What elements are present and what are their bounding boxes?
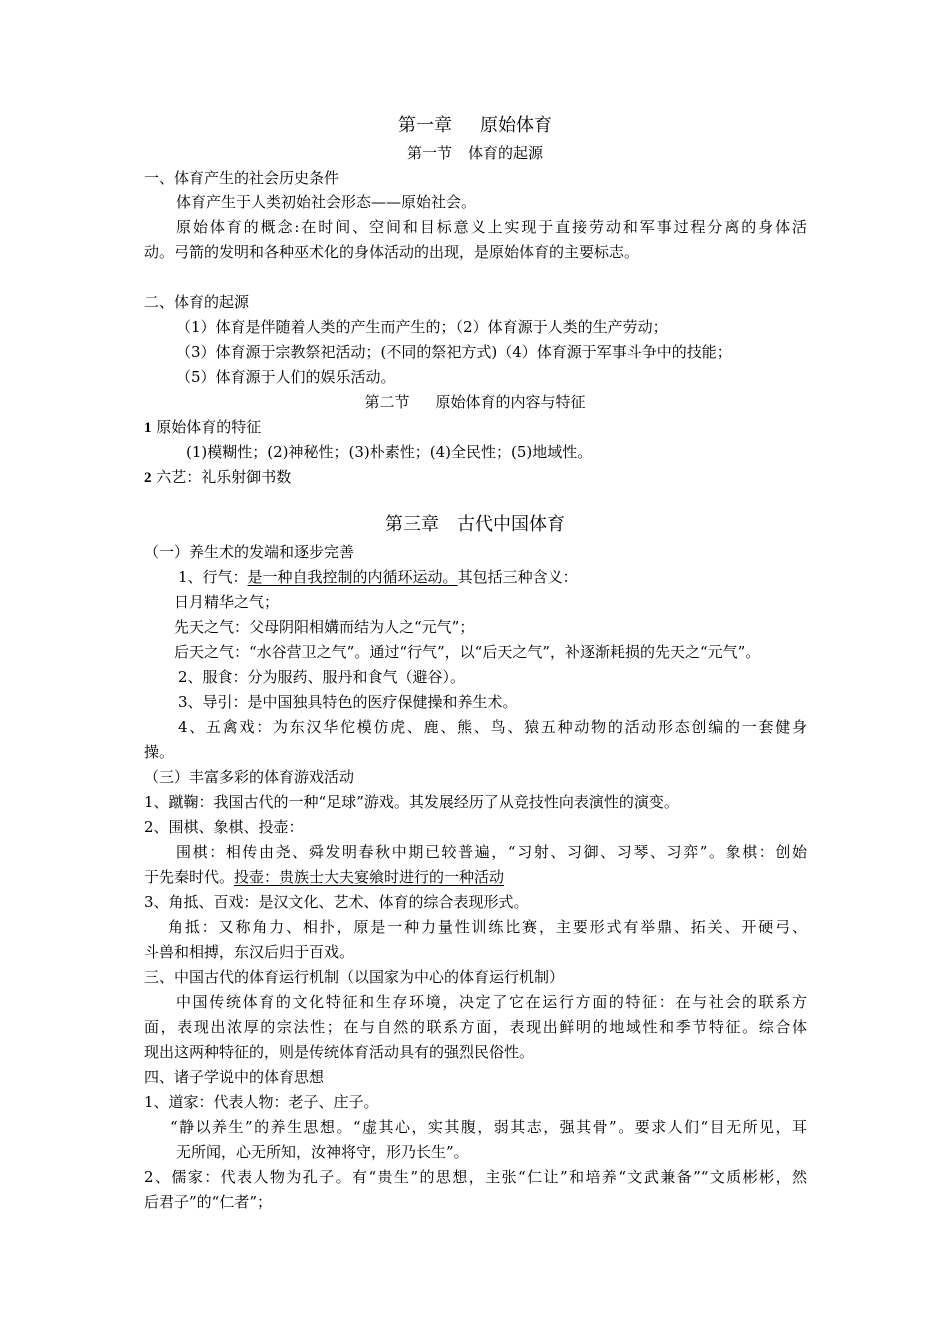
paragraph-line: 2、围棋、象棋、投壶：	[144, 818, 304, 836]
paragraph-line: 中国传统体育的文化特征和生存环境，决定了它在运行方面的特征：在与社会的联系方	[176, 993, 807, 1011]
list-line: （3）体育源于宗教祭祀活动；(不同的祭祀方式)（4）体育源于军事斗争中的技能；	[176, 343, 732, 361]
paragraph-line: “静以养生”的养生思想。“虚其心，实其腹，弱其志，强其骨”。要求人们“目无所见，耳	[170, 1118, 807, 1136]
feature-heading: 1 原始体育的特征	[144, 418, 262, 436]
chapter-title: 第一章 原始体育	[398, 115, 552, 136]
section-heading: （一）养生术的发端和逐步完善	[144, 543, 355, 561]
underlined-text: 投壶：	[234, 868, 280, 886]
paragraph-line: 3、角抵、百戏：是汉文化、艺术、体育的综合表现形式。	[144, 893, 529, 911]
feature-heading: 2 六艺：礼乐射御书数	[144, 468, 292, 486]
section-title: 第二节 原始体育的内容与特征	[364, 393, 586, 411]
paragraph-line: 2、儒家：代表人物为孔子。有“贵生”的思想，主张“仁让”和培养“文武兼备”“文质彬彬，然	[144, 1168, 807, 1186]
paragraph-line: 4、五禽戏：为东汉华佗模仿虎、鹿、熊、鸟、猿五种动物的活动形态创编的一套健身	[178, 718, 807, 736]
paragraph-line: 无所闻，心无所知，汝神将守，形乃长生”。	[176, 1143, 469, 1161]
section-heading: （三）丰富多彩的体育游戏活动	[144, 768, 355, 786]
underlined-text: 是一种自我控制的内循环运动。	[247, 568, 458, 586]
paragraph-line: 1、蹴鞠：我国古代的一种“足球”游戏。其发展经历了从竞技性向表演性的演变。	[144, 793, 679, 811]
paragraph-line: 围棋：相传由尧、舜发明春秋中期已较普遍，“习射、习御、习琴、习弈”。象棋：创始	[176, 843, 807, 861]
chapter-title: 第三章 古代中国体育	[385, 514, 565, 535]
paragraph-line: 体育产生于人类初始社会形态——原始社会。	[176, 193, 477, 211]
section-heading: 四、诸子学说中的体育思想	[144, 1068, 325, 1086]
paragraph-line: 2、服食：分为服药、服丹和食气（避谷）。	[178, 668, 466, 686]
paragraph-line: 角抵：又称角力、相扑，原是一种力量性训练比赛，主要形式有举鼎、拓关、开硬弓、	[168, 918, 807, 936]
paragraph-line: 后天之气：“水谷营卫之气”。通过“行气”，以“后天之气”，补逐渐耗损的先天之“元气”。	[174, 643, 761, 661]
section-title: 第一节 体育的起源	[406, 144, 544, 162]
section-heading: 二、体育的起源	[144, 293, 250, 311]
paragraph-line: 现出这两种特征的，则是传统体育活动具有的强烈民俗性。	[144, 1043, 535, 1061]
paragraph-line: 1、道家：代表人物：老子、庄子。	[144, 1093, 379, 1111]
paragraph-line: 于先秦时代。投壶：贵族士大夫宴飨时进行的一种活动	[144, 868, 505, 886]
paragraph-line: 先天之气：父母阴阳相媾而结为人之“元气”；	[174, 618, 475, 636]
feature-items: (1)模糊性；(2)神秘性；(3)朴素性；(4)全民性；(5)地域性。	[186, 443, 593, 461]
paragraph-line: 原始体育的概念:在时间、空间和目标意义上实现于直接劳动和军事过程分离的身体活	[176, 218, 807, 236]
paragraph-line: 后君子”的“仁者”；	[144, 1193, 273, 1211]
underlined-text: 贵族士大夫宴飨时进行的一种活动	[279, 868, 505, 886]
section-heading: 三、中国古代的体育运行机制（以国家为中心的体育运行机制）	[144, 968, 565, 986]
list-line: （5）体育源于人们的娱乐活动。	[176, 368, 396, 386]
paragraph-line: 1、行气：是一种自我控制的内循环运动。其包括三种含义：	[178, 568, 578, 586]
section-heading: 一、体育产生的社会历史条件	[144, 169, 340, 187]
paragraph-line: 斗兽和相搏，东汉后归于百戏。	[144, 943, 355, 961]
paragraph-line: 操。	[144, 743, 175, 761]
list-line: （1）体育是伴随着人类的产生而产生的；（2）体育源于人类的生产劳动；	[176, 318, 668, 336]
paragraph-line: 日月精华之气；	[174, 593, 280, 611]
paragraph-line: 面，表现出浓厚的宗法性；在与自然的联系方面，表现出鲜明的地域性和季节特征。综合体	[144, 1018, 807, 1036]
paragraph-line: 动。弓箭的发明和各种巫术化的身体活动的出现，是原始体育的主要标志。	[144, 243, 640, 261]
paragraph-line: 3、导引：是中国独具特色的医疗保健操和养生术。	[178, 693, 518, 711]
